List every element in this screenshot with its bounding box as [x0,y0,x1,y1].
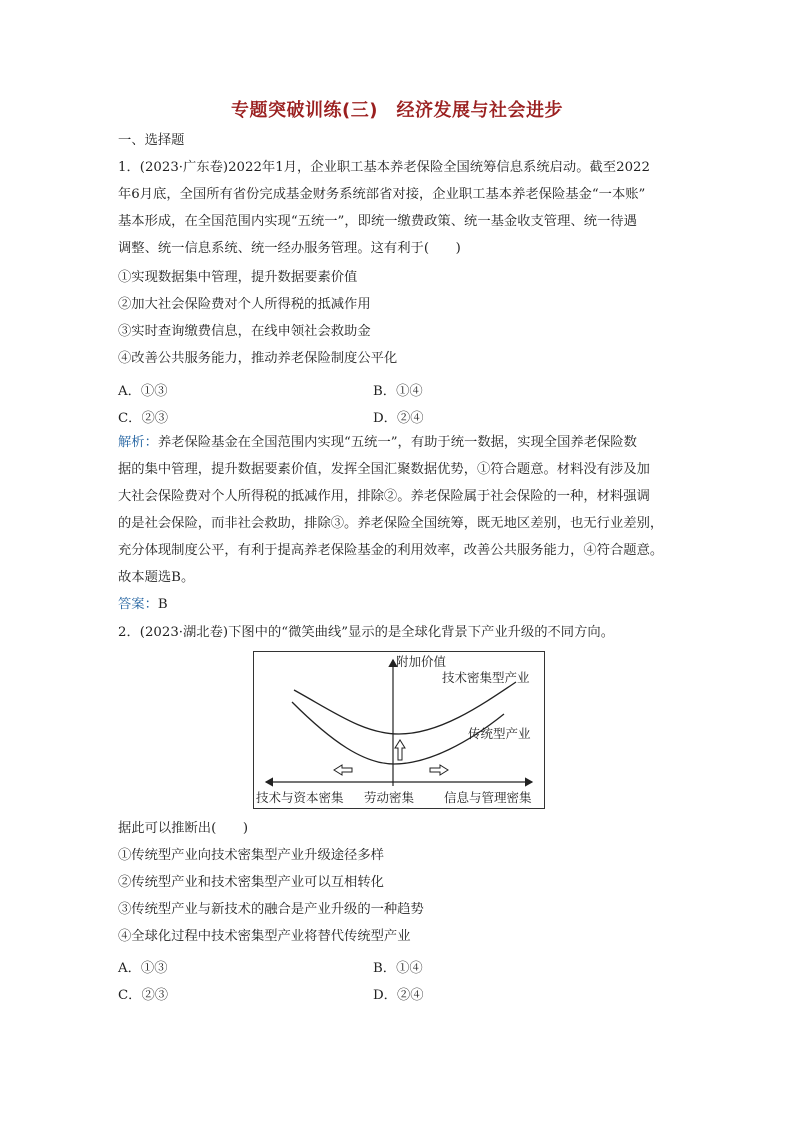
page-title: 专题突破训练(三) 经济发展与社会进步 [231,100,563,121]
q1-stem-line-2: 年6月底，全国所有省份完成基金财务系统部省对接，企业职工基本养老保险基金“一本账” [118,187,646,202]
q1-option-b: B．①④ [373,384,423,399]
x-right-label: 信息与管理密集 [444,790,532,805]
q1-item-1: ①实现数据集中管理，提升数据要素价值 [118,270,358,285]
lower-curve-label: 传统型产业 [468,726,531,741]
q2-option-a: A．①③ [118,961,168,976]
q1-item-4: ④改善公共服务能力，推动养老保险制度公平化 [118,351,398,366]
q2-option-d: D．②④ [373,988,424,1003]
q2-lead: 据此可以推断出( ) [118,821,249,836]
up-arrow-icon [395,740,405,760]
q2-item-3: ③传统型产业与新技术的融合是产业升级的一种趋势 [118,902,424,917]
q2-option-c: C．②③ [118,988,169,1003]
answer-label: 答案： [118,597,158,612]
q1-analysis-line-4: 的是社会保险，而非社会救助，排除③。养老保险全国统筹，既无地区差别，也无行业差别， [118,516,664,531]
q1-analysis-line-6: 故本题选B。 [118,570,195,585]
q1-item-3: ③实时查询缴费信息，在线申领社会救助金 [118,324,371,339]
section-heading: 一、选择题 [118,133,185,148]
x-mid-label: 劳动密集 [364,790,415,805]
q1-option-a: A．①③ [118,384,168,399]
q1-analysis-line-3: 大社会保险费对个人所得税的抵减作用，排除②。养老保险属于社会保险的一种，材料强调 [118,489,650,504]
q1-analysis-line-2: 据的集中管理，提升数据要素价值，发挥全国汇聚数据优势，①符合题意。材料没有涉及加 [118,462,650,477]
right-arrow-icon [430,765,448,775]
smile-curve-diagram [254,652,544,808]
q1-stem-line-4: 调整、统一信息系统、统一经办服务管理。这有利于( ) [118,241,461,256]
q1-analysis-line-5: 充分体现制度公平，有利于提高养老保险基金的利用效率，改善公共服务能力，④符合题意。 [118,543,664,558]
analysis-label: 解析： [118,435,158,450]
y-axis-label: 附加价值 [396,654,447,669]
q1-stem-line-3: 基本形成，在全国范围内实现“五统一”，即统一缴费政策、统一基金收支管理、统一待遇 [118,214,637,229]
q1-option-d: D．②④ [373,411,424,426]
q1-analysis-line-1 [118,434,637,452]
q1-answer [118,596,168,614]
q2-item-1: ①传统型产业向技术密集型产业升级途径多样 [118,848,384,863]
smile-curve-figure [253,651,545,809]
q1-item-2: ②加大社会保险费对个人所得税的抵减作用 [118,297,371,312]
left-arrow-icon [334,765,352,775]
q2-stem: 2．(2023·湖北卷)下图中的“微笑曲线”显示的是全球化背景下产业升级的不同方向。 [118,625,614,640]
q1-option-c: C．②③ [118,411,169,426]
answer-value: B [157,597,168,612]
x-left-label: 技术与资本密集 [256,790,344,805]
upper-curve-label: 技术密集型产业 [442,670,530,685]
q2-item-2: ②传统型产业和技术密集型产业可以互相转化 [118,875,384,890]
q1-stem-line-1: 1．(2023·广东卷)2022年1月，企业职工基本养老保险全国统筹信息系统启动。截至2022 [118,160,650,175]
q2-option-b: B．①④ [373,961,423,976]
q2-item-4: ④全球化过程中技术密集型产业将替代传统型产业 [118,929,411,944]
analysis-text-1: 养老保险基金在全国范围内实现“五统一”，有助于统一数据，实现全国养老保险数 [157,435,637,450]
